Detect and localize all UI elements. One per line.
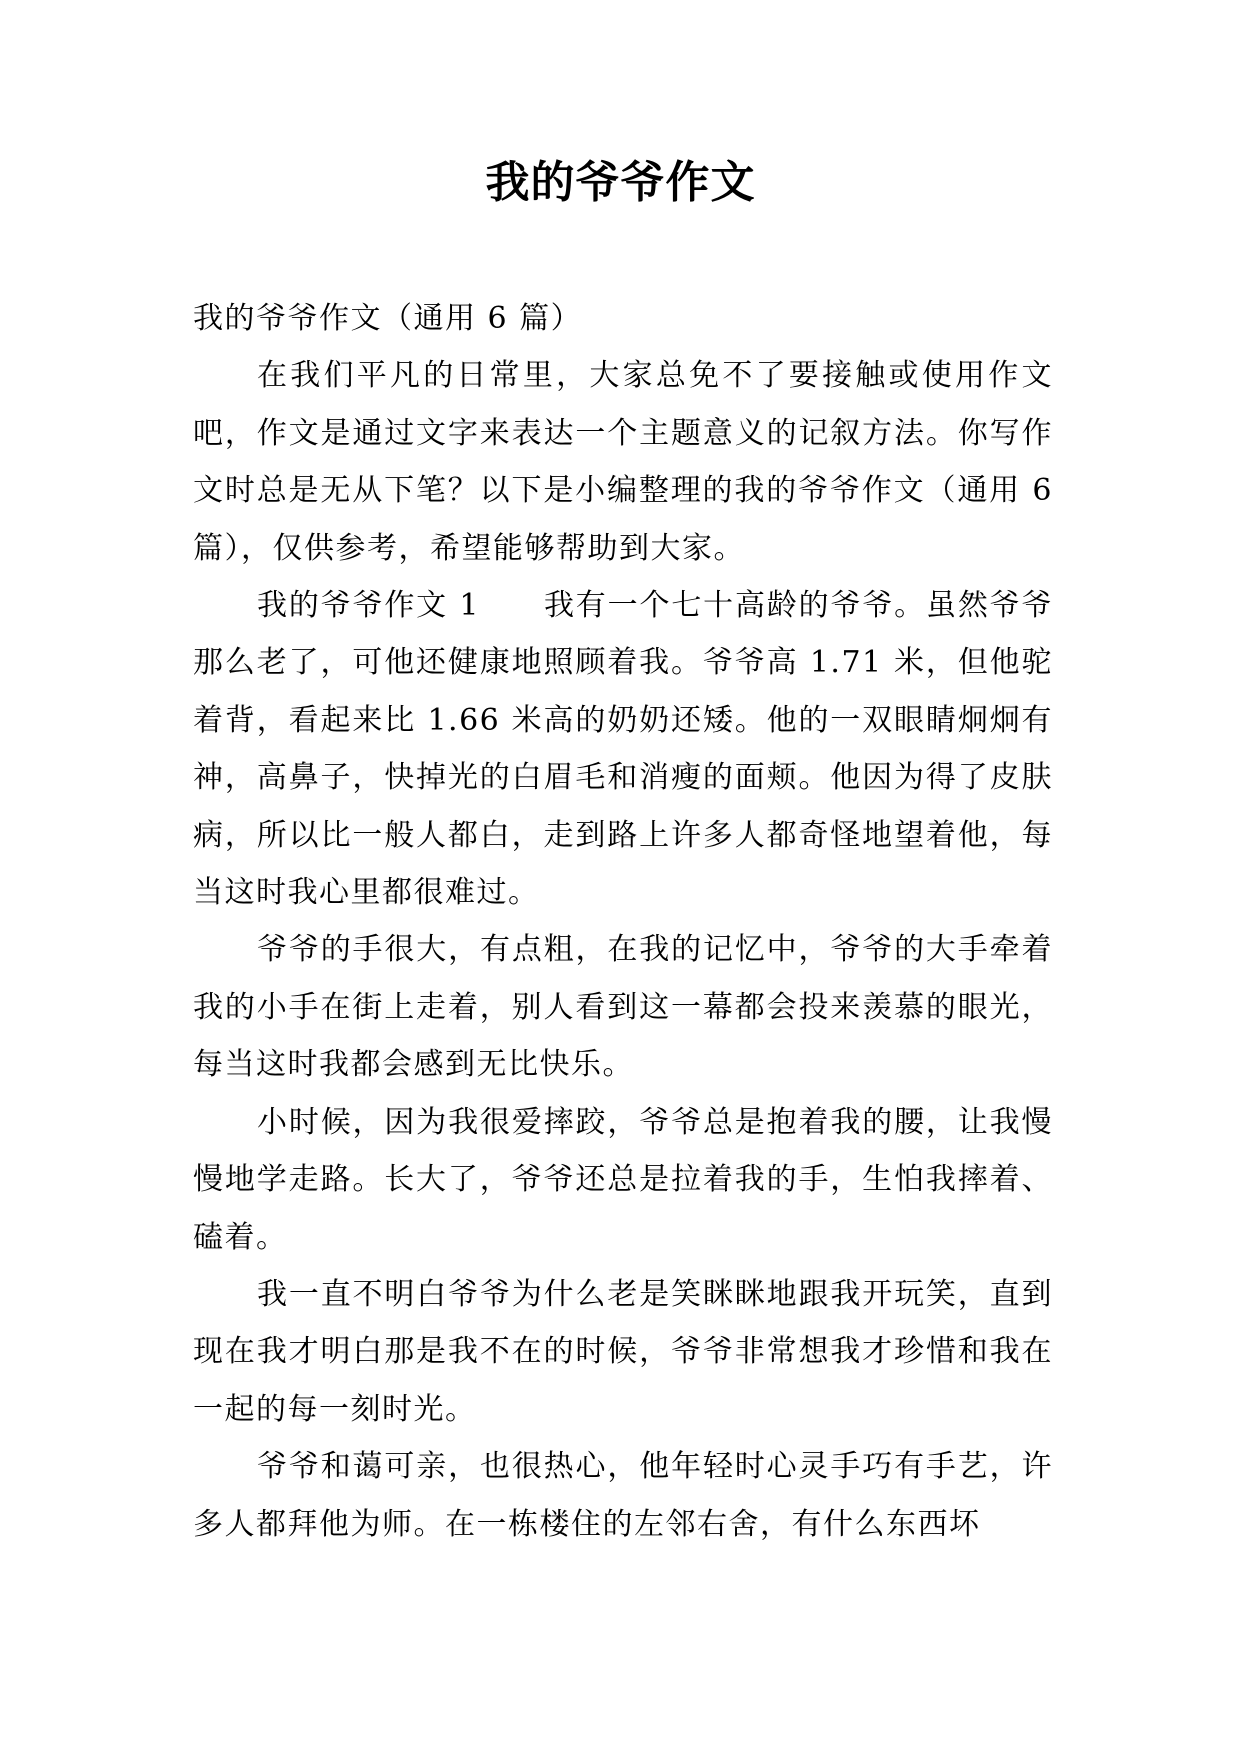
paragraph-understanding: 我一直不明白爷爷为什么老是笑眯眯地跟我开玩笑，直到现在我才明白那是我不在的时候，爷爷非常想我才珍惜和我在一起的每一刻时光。: [193, 1276, 1053, 1427]
document-subtitle: 我的爷爷作文（通用 6 篇）: [193, 301, 583, 336]
paragraph-essay-1-appearance: 我的爷爷作文 1 我有一个七十高龄的爷爷。虽然爷爷那么老了，可他还健康地照顾着我。爷爷高 1.71 米，但他驼着背，看起来比 1.66 米高的奶奶还矮。他的一双眼睛炯炯有神，高鼻子，快掉光的白眉毛和消瘦的面颊。他因为得了皮肤病，所以比一般人都白，走到路上许多人都奇怪地望着他，每当这时我心里都很难过。: [193, 588, 1053, 911]
document-title: 我的爷爷作文: [485, 157, 756, 208]
paragraph-childhood: 小时候，因为我很爱摔跤，爷爷总是抱着我的腰，让我慢慢地学走路。长大了，爷爷还总是拉着我的手，生怕我摔着、磕着。: [193, 1104, 1053, 1255]
paragraph-intro: 在我们平凡的日常里，大家总免不了要接触或使用作文吧，作文是通过文字来表达一个主题意义的记叙方法。你写作文时总是无从下笔？以下是小编整理的我的爷爷作文（通用 6 篇），仅供参考，希望能够帮助到大家。: [193, 358, 1053, 566]
document-body: [193, 290, 1053, 1553]
paragraph-hands: 爷爷的手很大，有点粗，在我的记忆中，爷爷的大手牵着我的小手在街上走着，别人看到这一幕都会投来羡慕的眼光，每当这时我都会感到无比快乐。: [193, 932, 1053, 1083]
paragraph-kindness: 爷爷和蔼可亲，也很热心，他年轻时心灵手巧有手艺，许多人都拜他为师。在一栋楼住的左邻右舍，有什么东西坏: [193, 1449, 1053, 1542]
